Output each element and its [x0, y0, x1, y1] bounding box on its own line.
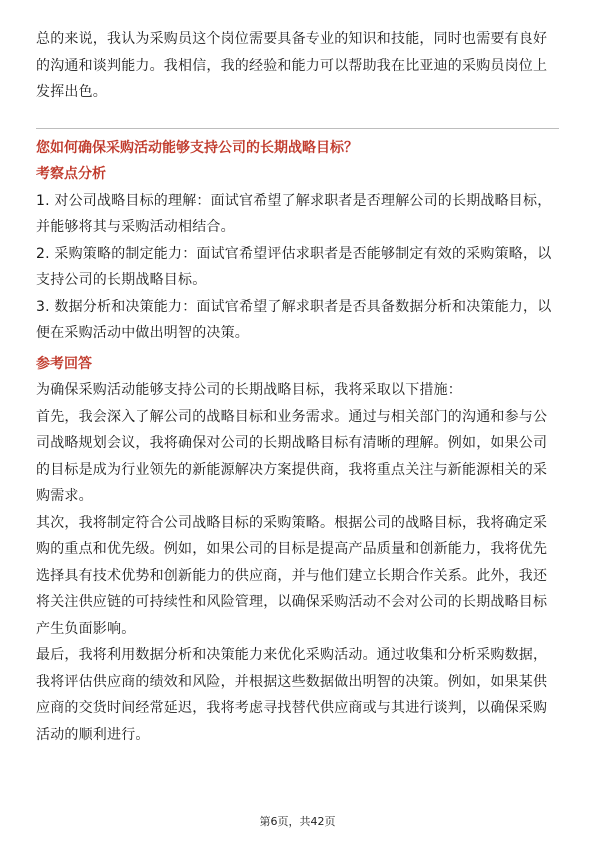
- analysis-item: 3. 数据分析和决策能力：面试官希望了解求职者是否具备数据分析和决策能力，以便在采购活动中做出明智的决策。: [36, 298, 552, 341]
- page-number: 第6页，共42页: [259, 815, 336, 828]
- question-heading: 您如何确保采购活动能够支持公司的长期战略目标？: [36, 139, 358, 156]
- section-divider: [36, 128, 559, 129]
- document-page: [36, 26, 559, 748]
- answer-title: 参考回答: [36, 355, 92, 372]
- answer-paragraph: 首先，我会深入了解公司的战略目标和业务需求。通过与相关部门的沟通和参与公司战略规划会议，我将确保对公司的长期战略目标有清晰的理解。例如，如果公司的目标是成为行业领先的新能源解决方案提供商，我将重点关注与新能源相关的采购需求。: [36, 408, 548, 504]
- analysis-title: 考察点分析: [36, 166, 106, 182]
- answer-paragraph: 其次，我将制定符合公司战略目标的采购策略。根据公司的战略目标，我将确定采购的重点和优先级。例如，如果公司的目标是提高产品质量和创新能力，我将优先选择具有技术优势和创新能力的供应商，并与他们建立长期合作关系。此外，我还将关注供应链的可持续性和风险管理，以确保采购活动不会对公司的长期战略目标产生负面影响。: [36, 514, 548, 637]
- answer-paragraph: 最后，我将利用数据分析和决策能力来优化采购活动。通过收集和分析采购数据，我将评估供应商的绩效和风险，并根据这些数据做出明智的决策。例如，如果某供应商的交货时间经常延迟，我将考虑寻找替代供应商或与其进行谈判，以确保采购活动的顺利进行。: [36, 647, 548, 743]
- analysis-item: 2. 采购策略的制定能力：面试官希望评估求职者是否能够制定有效的采购策略，以支持公司的长期战略目标。: [36, 245, 552, 288]
- analysis-item: 1. 对公司战略目标的理解：面试官希望了解求职者是否理解公司的长期战略目标，并能够将其与采购活动相结合。: [36, 192, 552, 235]
- intro-paragraph: 总的来说，我认为采购员这个岗位需要具备专业的知识和技能，同时也需要有良好的沟通和谈判能力。我相信，我的经验和能力可以帮助我在比亚迪的采购员岗位上发挥出色。: [36, 31, 548, 100]
- answer-paragraph: 为确保采购活动能够支持公司的长期战略目标，我将采取以下措施：: [36, 382, 462, 398]
